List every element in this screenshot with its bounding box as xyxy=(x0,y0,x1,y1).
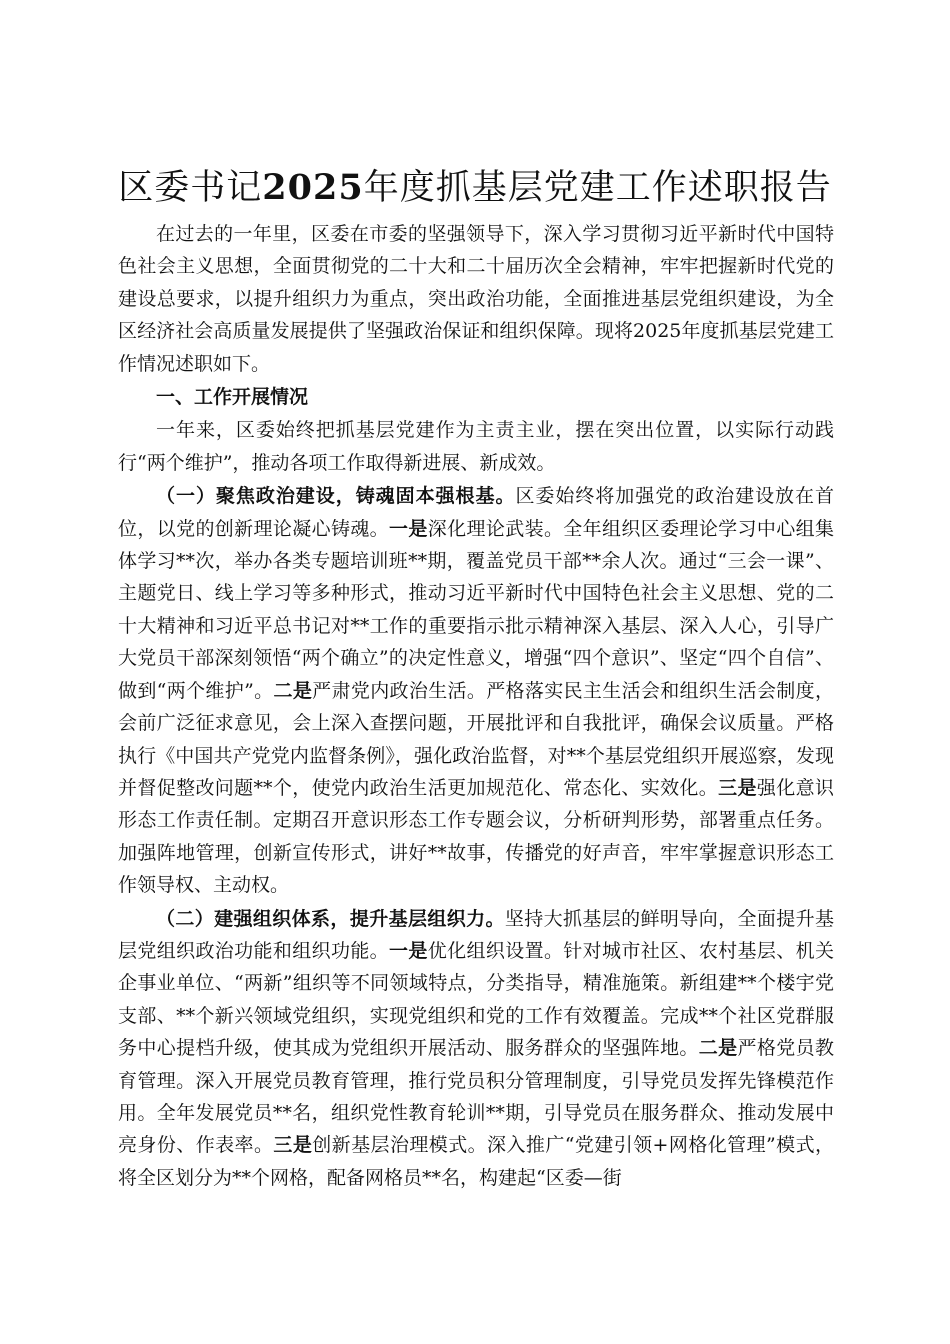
political-building-paragraph xyxy=(118,480,834,901)
title-year: 2025 xyxy=(262,167,364,208)
document-body xyxy=(118,218,834,1195)
title-part1: 区委书记 xyxy=(118,168,263,208)
item-marker: 一是 xyxy=(389,939,428,962)
paragraph-lead: 区委始终将加强党的政治建设放在首位，以党的创新理论凝心铸魂。 xyxy=(118,485,834,540)
intro-paragraph: 在过去的一年里，区委在市委的坚强领导下，深入学习贯彻习近平新时代中国特色社会主义思想，全面贯彻党的二十大和二十届历次全会精神，牢牢把握新时代党的建设总要求，以提升组织力为重点，突出政治功能，全面推进基层党组织建设，为全区经济社会高质量发展提供了坚强政治保证和组织保障。现将2025年度抓基层党建工作情况述职如下。 xyxy=(118,223,834,375)
section-intro-paragraph: 一年来，区委始终把抓基层党建作为主责主业，摆在突出位置，以实际行动践行“两个维护”，推动各项工作取得新进展、新成效。 xyxy=(118,419,834,474)
item-marker: 二是 xyxy=(273,679,313,702)
item-text: 严格党员教育管理。深入开展党员教育管理，推行党员积分管理制度，引导党员发挥先锋模范作用。全年发展党员**名，组织党性教育轮训**期，引导党员在服务群众、推动发展中亮身份、作表率。 xyxy=(118,1037,834,1157)
title-part2: 年度抓基层党建工作述职报告 xyxy=(363,168,832,208)
paragraph-lead: 坚持大抓基层的鲜明导向，全面提升基层党组织政治功能和组织功能。 xyxy=(118,907,834,962)
organization-system-paragraph xyxy=(118,903,834,1195)
item-marker: 二是 xyxy=(698,1037,738,1060)
item-marker: 一是 xyxy=(389,517,428,540)
section-heading: 一、工作开展情况 xyxy=(156,386,309,409)
item-text: 创新基层治理模式。深入推广“党建引领+网格化管理”模式，将全区划分为**个网格，配备网格员**名，构建起“区委—街 xyxy=(118,1134,834,1189)
item-marker: 三是 xyxy=(718,776,757,799)
item-text: 严肃党内政治生活。严格落实民主生活会和组织生活会制度，会前广泛征求意见，会上深入查摆问题，开展批评和自我批评，确保会议质量。严格执行《中国共产党党内监督条例》，强化政治监督，对**个基层党组织开展巡察，发现并督促整改问题**个，使党内政治生活更加规范化、常态化、实效化。 xyxy=(118,679,834,799)
subsection-heading: （二）建强组织体系，提升基层组织力。 xyxy=(156,907,505,930)
subsection-heading: （一）聚焦政治建设，铸魂固本强根基。 xyxy=(156,485,516,508)
item-marker: 三是 xyxy=(273,1134,313,1157)
item-text: 深化理论武装。全年组织区委理论学习中心组集体学习**次，举办各类专题培训班**期，覆盖党员干部**余人次。通过“三会一课”、主题党日、线上学习等多种形式，推动习近平新时代中国特色社会主义思想、党的二十大精神和习近平总书记对**工作的重要指示批示精神深入基层、深入人心，引导广大党员干部深刻领悟“两个确立”的决定性意义，增强“四个意识”、坚定“四个自信”、做到“两个维护”。 xyxy=(118,517,834,702)
document-title xyxy=(100,164,850,212)
item-text: 强化意识形态工作责任制。定期召开意识形态工作专题会议，分析研判形势，部署重点任务。加强阵地管理，创新宣传形式，讲好**故事，传播党的好声音，牢牢掌握意识形态工作领导权、主动权。 xyxy=(118,776,834,897)
item-text: 优化组织设置。针对城市社区、农村基层、机关企事业单位、“两新”组织等不同领域特点，分类指导，精准施策。新组建**个楼宇党支部、**个新兴领域党组织，实现党组织和党的工作有效覆盖。完成**个社区党群服务中心提档升级，使其成为党组织开展活动、服务群众的坚强阵地。 xyxy=(118,939,834,1060)
